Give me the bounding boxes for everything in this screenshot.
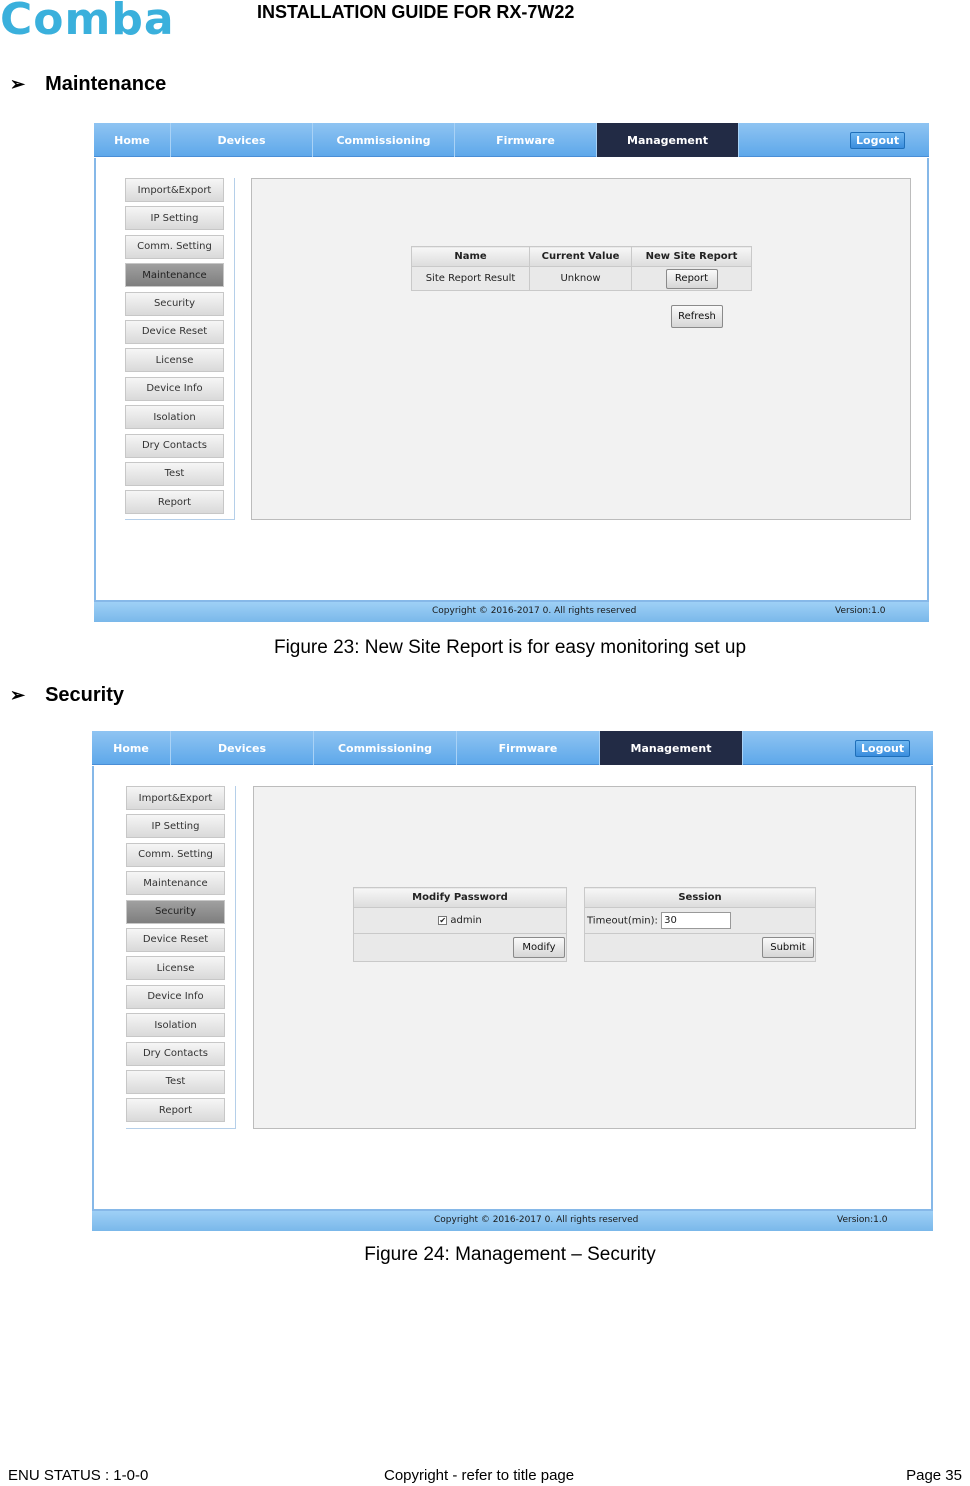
sidebar-item-device-reset[interactable]: Device Reset (126, 928, 225, 952)
site-report-table (411, 246, 752, 291)
status-footer (92, 1211, 933, 1231)
footer-version: Version:1.0 (835, 606, 886, 616)
report-button[interactable]: Report (666, 269, 718, 289)
tab-management[interactable]: Management (597, 123, 739, 157)
tab-home[interactable]: Home (94, 123, 171, 157)
cell-current-value: Unknow (530, 267, 632, 291)
sidebar-item-report[interactable]: Report (126, 1098, 225, 1122)
figure-caption: Figure 24: Management – Security (364, 1244, 656, 1265)
footer-copyright-note: Copyright - refer to title page (384, 1467, 575, 1484)
tab-commissioning[interactable]: Commissioning (314, 731, 457, 765)
section-heading-maintenance (10, 73, 166, 96)
status-footer (94, 602, 929, 622)
tab-firmware[interactable]: Firmware (455, 123, 597, 157)
sidebar-item-comm-setting[interactable]: Comm. Setting (126, 843, 225, 867)
cell-action (632, 267, 752, 291)
tab-devices[interactable]: Devices (171, 123, 313, 157)
sidebar-item-device-reset[interactable]: Device Reset (125, 320, 224, 344)
tab-commissioning[interactable]: Commissioning (313, 123, 455, 157)
sidebar-item-device-info[interactable]: Device Info (126, 985, 225, 1009)
sidebar-item-license[interactable]: License (125, 348, 224, 372)
timeout-input[interactable]: 30 (661, 912, 731, 929)
logout-button[interactable]: Logout (855, 740, 910, 757)
refresh-button[interactable]: Refresh (671, 305, 723, 328)
username-label: admin (450, 915, 482, 926)
checkbox-icon[interactable]: ✔ (439, 915, 447, 925)
user-row (354, 908, 567, 934)
footer-version: Version:1.0 (837, 1215, 888, 1225)
sidebar-item-security[interactable]: Security (126, 900, 225, 924)
page-number: Page 35 (906, 1467, 962, 1484)
modify-password-title: Modify Password (354, 888, 567, 908)
sidebar-item-maintenance[interactable]: Maintenance (126, 871, 225, 895)
sidebar-item-comm-setting[interactable]: Comm. Setting (125, 235, 224, 259)
sidebar-item-ip-setting[interactable]: IP Setting (125, 206, 224, 230)
sidebar-item-license[interactable]: License (126, 956, 225, 980)
security-screenshot (92, 731, 933, 1230)
sidebar-menu (126, 786, 236, 1129)
top-navbar (94, 123, 929, 157)
sidebar-item-isolation[interactable]: Isolation (125, 405, 224, 429)
sidebar-item-report[interactable]: Report (125, 490, 224, 514)
session-title: Session (585, 888, 816, 908)
modify-action-row (354, 934, 567, 962)
footer-copyright: Copyright © 2016-2017 0. All rights reserved (434, 1215, 639, 1225)
content-panel (251, 178, 911, 520)
tab-management[interactable]: Management (600, 731, 743, 765)
column-header-current-value: Current Value (530, 247, 632, 267)
maintenance-screenshot (94, 123, 929, 622)
sidebar-item-import-export[interactable]: Import&Export (126, 786, 225, 810)
modify-button[interactable]: Modify (513, 937, 565, 958)
arrow-bullet-icon: ➢ (10, 74, 26, 94)
section-heading-text: Security (45, 684, 125, 706)
cell-name: Site Report Result (412, 267, 530, 291)
content-panel (253, 786, 916, 1129)
comba-logo: Comba (0, 0, 175, 45)
column-header-new-site-report: New Site Report (632, 247, 752, 267)
top-navbar (92, 731, 933, 765)
section-heading-text: Maintenance (45, 73, 167, 95)
timeout-row (585, 908, 816, 934)
tab-firmware[interactable]: Firmware (457, 731, 600, 765)
sidebar-item-test[interactable]: Test (126, 1070, 225, 1094)
sidebar-item-test[interactable]: Test (125, 462, 224, 486)
arrow-bullet-icon: ➢ (10, 685, 26, 705)
submit-action-row (585, 934, 816, 962)
modify-password-table (353, 887, 567, 962)
sidebar-item-maintenance[interactable]: Maintenance (125, 263, 224, 287)
footer-status: ENU STATUS : 1-0-0 (8, 1467, 149, 1484)
sidebar-item-dry-contacts[interactable]: Dry Contacts (125, 434, 224, 458)
sidebar-menu (125, 178, 235, 520)
section-heading-security (10, 684, 124, 707)
sidebar-item-dry-contacts[interactable]: Dry Contacts (126, 1042, 225, 1066)
tab-devices[interactable]: Devices (171, 731, 314, 765)
column-header-name: Name (412, 247, 530, 267)
sidebar-item-isolation[interactable]: Isolation (126, 1013, 225, 1037)
footer-copyright: Copyright © 2016-2017 0. All rights reserved (432, 606, 637, 616)
timeout-label: Timeout(min): (587, 915, 658, 927)
tab-home[interactable]: Home (92, 731, 171, 765)
table-row (412, 267, 752, 291)
submit-button[interactable]: Submit (762, 937, 814, 958)
sidebar-item-import-export[interactable]: Import&Export (125, 178, 224, 202)
sidebar-item-ip-setting[interactable]: IP Setting (126, 814, 225, 838)
logout-button[interactable]: Logout (850, 132, 905, 149)
figure-caption: Figure 23: New Site Report is for easy monitoring set up (273, 637, 747, 658)
document-title: INSTALLATION GUIDE FOR RX-7W22 (257, 2, 575, 22)
session-table (584, 887, 816, 962)
sidebar-item-device-info[interactable]: Device Info (125, 377, 224, 401)
sidebar-item-security[interactable]: Security (125, 292, 224, 316)
